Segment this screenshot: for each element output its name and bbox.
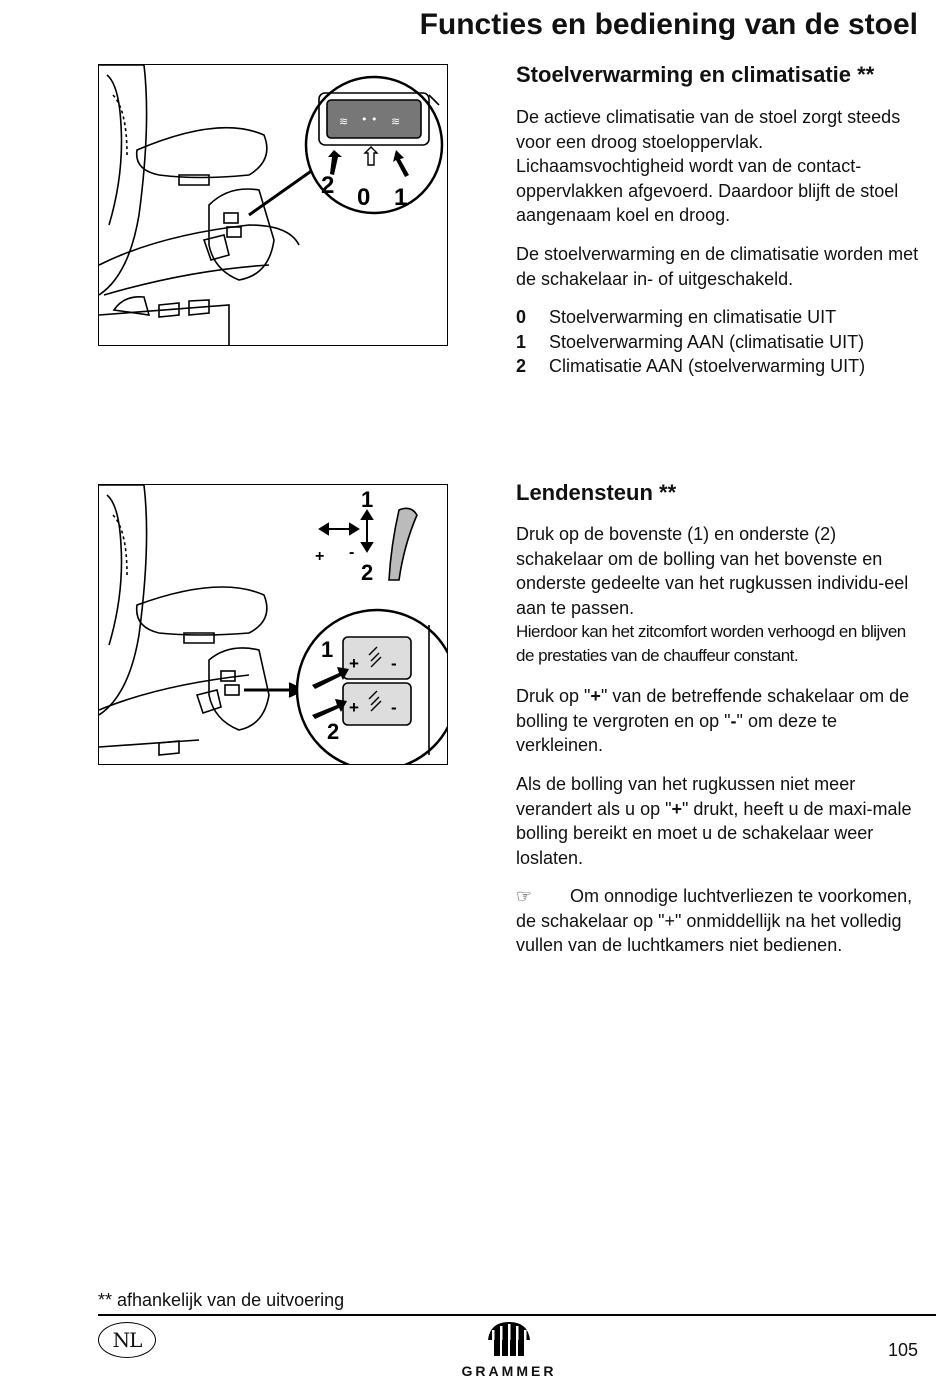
svg-text:-: - [391, 698, 397, 717]
fig2-label-plus: + [315, 548, 325, 565]
fig2-switch-2-label: 2 [327, 719, 340, 744]
svg-text:+: + [349, 654, 359, 673]
lumbar-support-figure [98, 484, 448, 765]
lumbar-support-illustration [99, 485, 447, 764]
svg-text:≋: ≋ [339, 115, 349, 128]
fig2-switch-1-label: 1 [321, 637, 334, 662]
list-item: 0 Stoelverwarming en climatisatie UIT [516, 307, 837, 327]
seat-heating-paragraph-1: De actieve climatisatie van de stoel zorgt steeds voor een droog stoeloppervlak. Lichaamsvochtigheid wordt van de contact-oppervlakken afgevoerd. Daardoor blijft de stoel aangenaam koel en droog. [516, 107, 901, 225]
lumbar-support-note: ☞ Om onnodige luchtverliezen te voorkomen, de schakelaar op "+" onmiddellijk na het volledig vullen van de luchtkamers niet bedienen. [516, 886, 913, 955]
fig1-label-0: 0 [357, 184, 371, 211]
svg-text:≋: ≋ [391, 115, 401, 128]
seat-heating-paragraph-2: De stoelverwarming en de climatisatie worden met de schakelaar in- of uitgeschakeld. [516, 244, 919, 289]
brand-name: GRAMMER [461, 1363, 557, 1379]
grammer-logo-icon [484, 1320, 534, 1358]
list-item: 2 Climatisatie AAN (stoelverwarming UIT) [516, 356, 866, 376]
seat-heating-illustration [99, 65, 447, 345]
fig1-label-1: 1 [394, 184, 408, 211]
list-item: 1 Stoelverwarming AAN (climatisatie UIT) [516, 331, 865, 352]
seat-heating-figure [98, 64, 448, 346]
lumbar-support-paragraph-2: Druk op "+" van de betreffende schakelaar om de bolling te vergroten en op "-" om deze te verkleinen. [516, 686, 910, 755]
footer-divider [98, 1314, 936, 1316]
fig2-label-1: 1 [361, 487, 374, 512]
svg-text:• •: • • [361, 113, 378, 126]
switch-positions-list [516, 305, 865, 379]
seat-heating-heading: Stoelverwarming en climatisatie ** [516, 62, 875, 87]
language-badge: NL [98, 1322, 156, 1358]
grammer-logo [452, 1320, 566, 1379]
page-title: Functies en bediening van de stoel [419, 8, 918, 41]
lumbar-support-paragraph-1b: Hierdoor kan het zitcomfort worden verhoogd en blijven de prestaties van de chauffeur constant. [516, 622, 906, 665]
lumbar-support-heading: Lendensteun ** [516, 480, 677, 505]
svg-text:-: - [391, 654, 397, 673]
lumbar-support-paragraph-1: Druk op de bovenste (1) en onderste (2) schakelaar om de bolling van het bovenste en onderste gedeelte van het rugkussen individu-eel aan te passen. [516, 524, 909, 618]
fig2-label-minus: - [349, 544, 355, 561]
lumbar-support-paragraph-3: Als de bolling van het rugkussen niet meer verandert als u op "+" drukt, heeft u de maxi-male bolling bereikt en moet u de schakelaar weer loslaten. [516, 774, 912, 868]
svg-text:+: + [349, 698, 359, 717]
page-number: 105 [887, 1340, 918, 1360]
fig2-label-2: 2 [361, 560, 374, 585]
fig1-label-2: 2 [321, 172, 335, 199]
pointing-hand-icon: ☞ [516, 886, 533, 906]
footnote: ** afhankelijk van de uitvoering [98, 1290, 345, 1310]
